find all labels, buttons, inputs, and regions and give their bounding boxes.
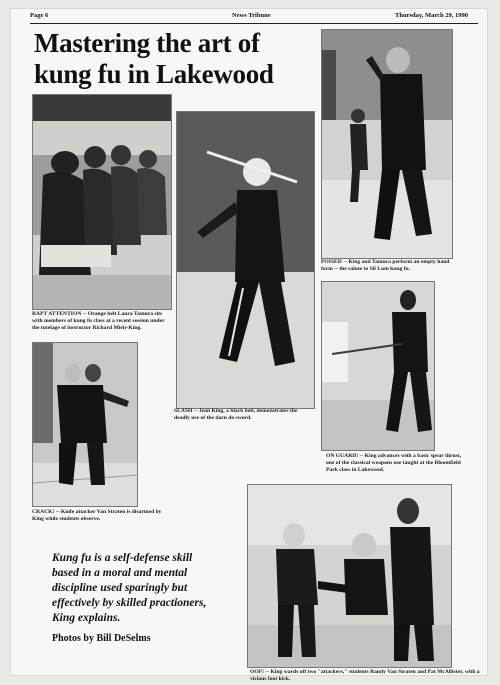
photo-slash: [176, 111, 315, 409]
photo-knife-disarm-image: [33, 343, 137, 506]
photo-empty-hand-form-image: [322, 30, 452, 258]
header-rule: [30, 23, 478, 24]
photo-class-seated-image: [33, 95, 171, 309]
photo-rapt-attention: [32, 94, 172, 310]
page-number: Page 6: [30, 12, 49, 19]
photo-crack: [32, 342, 138, 507]
caption-crack: CRACK! -- Knife attacker Van Straten is disarmed by King while students observe.: [32, 509, 162, 522]
photo-credit: Photos by Bill DeSelms: [52, 633, 151, 644]
photo-oof: [247, 484, 452, 668]
photo-sword-demo-image: [177, 112, 314, 408]
caption-oof: OOF! -- King wards off two "attackers," students Randy Van Straten and Pat McAllister, with a vicious foot kick.: [250, 669, 480, 682]
photo-foot-kick-image: [248, 485, 451, 667]
newspaper-page: [10, 8, 488, 682]
headline-line-1: Mastering the art of: [34, 28, 260, 58]
caption-poised: POISED -- King and Tamura perform an empty hand form -- the salute to Sil Lum kung fu.: [321, 259, 450, 272]
pull-quote: Kung fu is a self-defense skill based in a moral and mental discipline used sparingly but effectively by skilled practioners, King explains.: [52, 552, 207, 624]
photo-spear-thrust-image: [322, 282, 434, 450]
photo-on-guard: [321, 281, 435, 451]
headline: [34, 28, 304, 90]
caption-rapt-attention: RAPT ATTENTION -- Orange belt Laura Tamura sits with members of kung fu class at a recent session under the tutelage of instructor Richard Mieir-King.: [32, 311, 165, 331]
photo-poised: [321, 29, 453, 259]
caption-on-guard: ON GUARD! -- King advances with a basic spear thrust, one of the classical weapons use taught at the Bloomfield Park class in Lakewood.: [326, 453, 462, 473]
issue-date: Thursday, March 29, 1990: [395, 12, 469, 19]
headline-line-2: kung fu in Lakewood: [34, 59, 274, 89]
caption-slash: SLASH -- Jean King, a black belt, demonstrates the deadly use of the darn do sword.: [174, 408, 298, 421]
newspaper-name: News Tribune: [232, 12, 271, 19]
